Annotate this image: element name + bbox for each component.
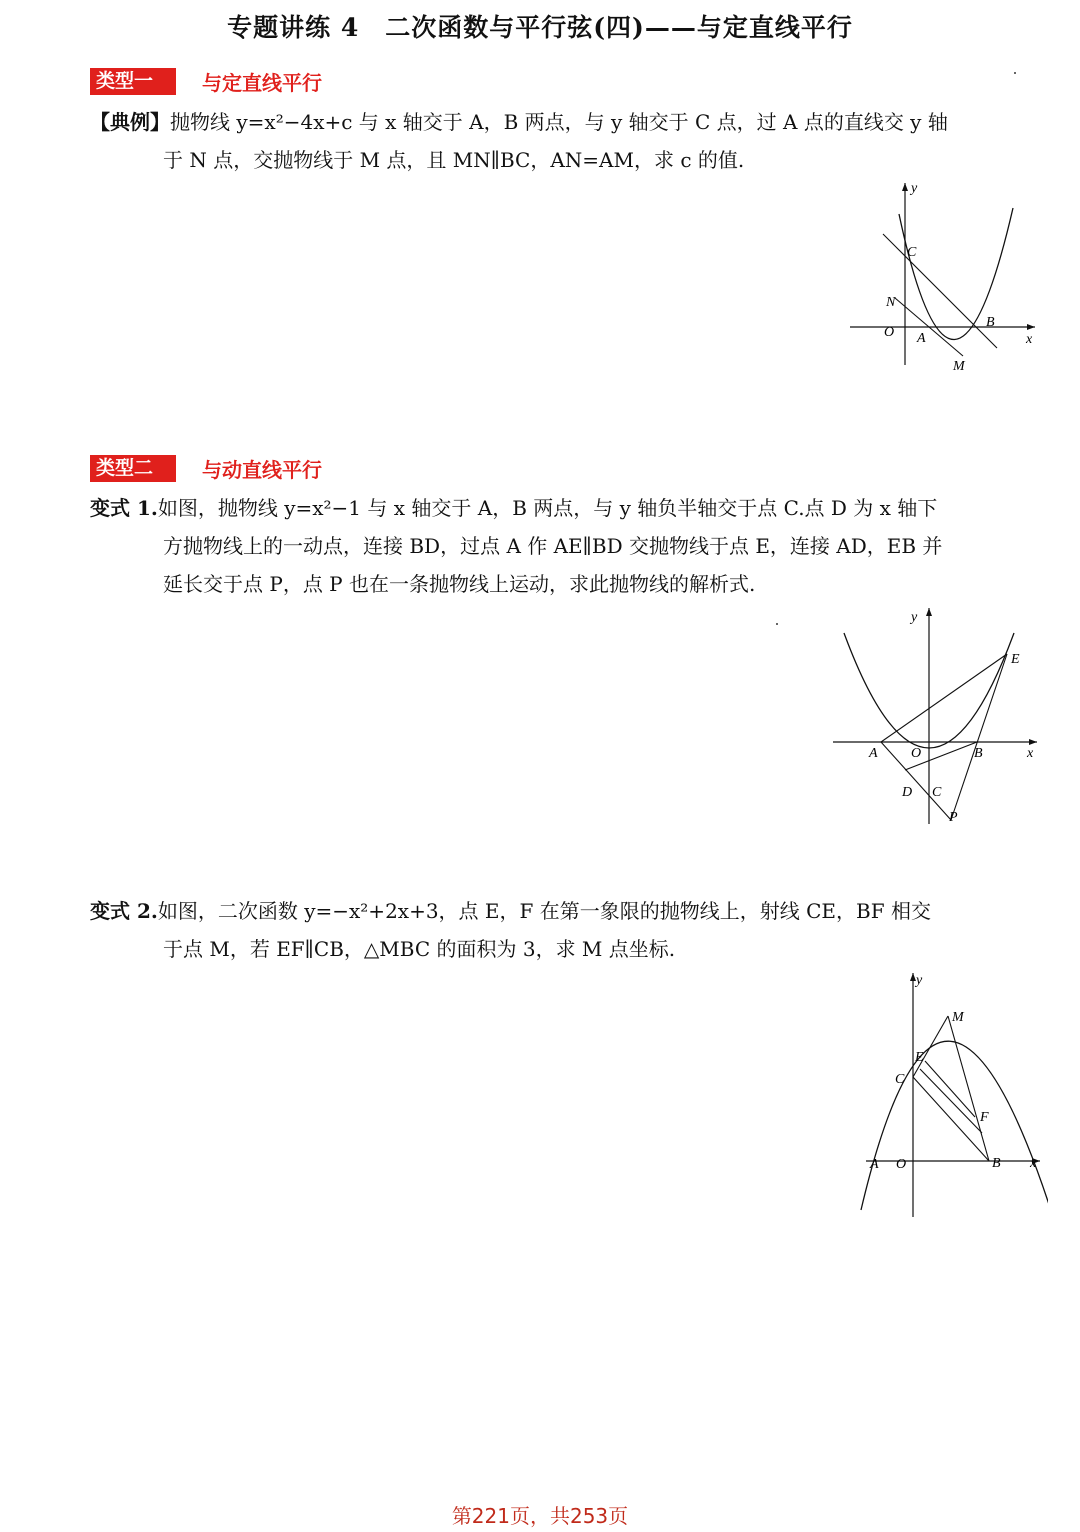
line-inner [920,1069,982,1133]
label-p: P [949,810,958,825]
label-b: B [992,1156,1001,1171]
label-b: B [986,315,995,330]
example-figure-svg [845,178,1045,378]
label-x: x [1030,1156,1037,1171]
label-b: B [974,746,983,761]
example-problem [90,103,1038,179]
problem-text-line: 如图，二次函数 y=−x²+2x+3，点 E，F 在第一象限的抛物线上，射线 CE，BF 相交 [157,899,931,923]
label-a: A [869,746,878,761]
section-header-type-one [90,66,322,96]
label-x: x [1027,746,1034,761]
label-n: N [886,295,896,310]
problem-text-line: 如图，抛物线 y=x²−1 与 x 轴交于 A，B 两点，与 y 轴负半轴交于点 C.点 D 为 x 轴下 [157,496,938,520]
problem-label: 变式 2. [90,899,158,923]
x-axis-arrow [1027,324,1035,330]
label-f: F [980,1110,989,1125]
label-o: O [896,1157,907,1172]
problem-label: 【典例】 [90,110,170,134]
label-m: M [953,359,965,374]
problem-text-line: 延长交于点 P，点 P 也在一条抛物线上运动，求此抛物线的解析式. [163,572,756,596]
label-x: x [1026,332,1033,347]
scan-speck [1014,72,1016,74]
label-o: O [911,746,922,761]
variant-2-problem [90,892,1038,968]
section-title: 与定直线平行 [202,70,322,95]
line-bc [883,234,997,348]
label-e: E [1011,652,1020,667]
label-c: C [895,1072,905,1087]
label-c: C [932,785,942,800]
line-ef [925,1061,975,1117]
problem-text-line: 抛物线 y=x²−4x+c 与 x 轴交于 A，B 两点，与 y 轴交于 C 点，过 A 点的直线交 y 轴 [170,110,948,134]
label-m: M [952,1010,964,1025]
label-y: y [916,973,923,988]
label-d: D [902,785,913,800]
variant-1-figure [825,602,1045,832]
y-axis-arrow [926,608,932,616]
problem-text-line: 于点 M，若 EF∥CB，△MBC 的面积为 3，求 M 点坐标. [163,937,676,961]
label-o: O [884,325,895,340]
ray-bf [948,1016,989,1161]
problem-label: 变式 1. [90,496,158,520]
variant-1-problem [90,489,1038,603]
label-c: C [907,245,917,260]
scan-speck [776,623,778,625]
section-badge: 类型一 [90,68,176,95]
parabola [861,1041,1048,1220]
section-badge: 类型二 [90,455,176,482]
section-header-type-two [90,453,322,483]
label-a: A [870,1157,879,1172]
parabola [899,208,1013,340]
variant-2-figure [858,965,1048,1220]
y-axis-arrow [902,183,908,191]
variant-1-figure-svg [825,602,1045,832]
x-axis-arrow [1029,739,1037,745]
problem-text-line: 于 N 点，交抛物线于 M 点，且 MN∥BC，AN=AM，求 c 的值. [163,148,745,172]
label-y: y [911,610,918,625]
label-a: A [917,331,926,346]
variant-2-figure-svg [858,965,1048,1220]
problem-text-line: 方抛物线上的一动点，连接 BD，过点 A 作 AE∥BD 交抛物线于点 E，连接 AD，EB 并 [163,534,943,558]
label-y: y [911,181,918,196]
page-footer: 第221页，共253页 [451,1504,629,1528]
line-ae [881,654,1007,742]
label-e: E [915,1050,924,1065]
line-ep [951,654,1007,820]
section-title: 与动直线平行 [202,457,322,482]
example-figure [845,178,1045,378]
page-title: 专题讲练 4 二次函数与平行弦(四)——与定直线平行 [227,13,853,42]
